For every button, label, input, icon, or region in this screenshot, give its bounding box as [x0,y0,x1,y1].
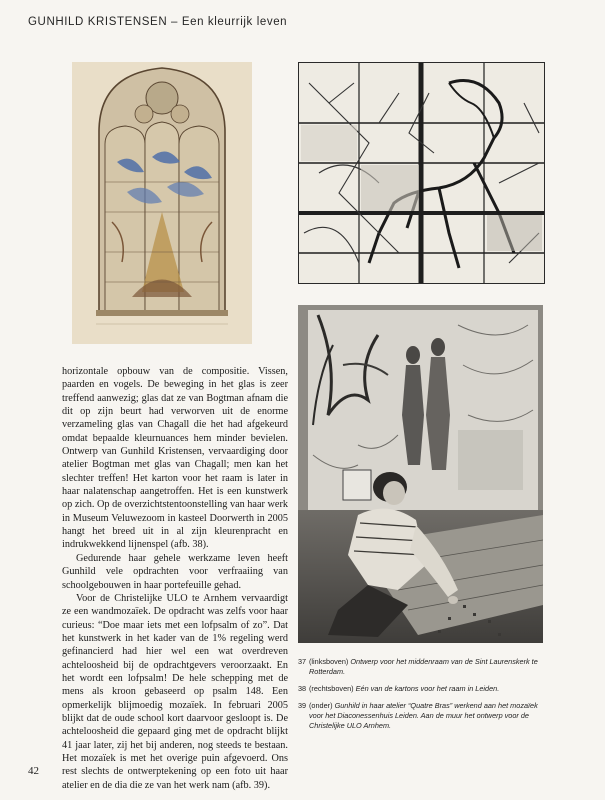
paragraph: Gedurende haar gehele werkzame leven heeft Gunhild vele opdrachten voor verfraaiing van schoolgebouwen in haar portefeuille gehad. [62,552,288,591]
page-number: 42 [28,765,39,777]
caption-37 [298,657,546,677]
caption-38 [298,684,546,694]
caption-text: Ontwerp voor het middenraam van de Sint Laurenskerk te Rotterdam. [309,657,538,676]
caption-text: Eén van de kartons voor het raam in Leiden. [355,684,500,693]
caption-text: Gunhild in haar atelier “Quatre Bras” werkend aan het mozaïek voor het Diaconessenhuis Leiden. Aan de muur het ontwerp voor de Christelijke ULO Arnhem. [309,701,538,730]
figure-atelier-photo [298,305,543,643]
paragraph: horizontale opbouw van de compositie. Vissen, paarden en vogels. De beweging in het glas is zeer treffend aanwezig; glas dat ze van Bogtman afnam die dit op zijn beurt had verworven uit de enorme verzameling glas van Chagall die het had afgekeurd omdat bepaalde kleurnuances hem minder bevielen. Ontwerp van Gunhild Kristensen, vervaardiging door atelier Bogtman met glas van Chagall; men kan het slechter treffen! Het karton voor het raam is later in haar nalatenschap aangetroffen. Het is een kunstwerk op zich. Op de overzichtstentoonstelling van haar werk in Museum Veluwezoom in kasteel Doorwerth in 2005 hangt het breed uit in al zijn kleurenpracht en indrukwekkend lijnenspel (afb. 38). [62,366,288,551]
figure-window-design [72,62,252,344]
caption-39 [298,701,546,731]
caption-number: 37 [298,657,307,666]
caption-number: 38 [298,684,307,693]
caption-position: (linksboven) [309,657,349,666]
figure-cartoon-horse [298,62,545,284]
caption-number: 39 [298,701,307,710]
paragraph: Voor de Christelijke ULO te Arnhem vervaardigt ze een wandmozaïek. De opdracht was zelfs voor haar curieus: “Doe maar iets met een lofpsalm of zo”. Dat het kunstwerk in het kader van de 1% regeling werd gefinancierd had hier wel een wat overdreven achteloosheid bij de opdrachtgevers veroorzaakt. En het wordt een lofpsalm! De hele schepping met de mens als kroon gebaseerd op psalm 148. Een opmerkelijk blijmoedig mozaïek. In februari 2005 blijkt dat de oude school kort daarvoor gesloopt is. De achteloosheid die gepaard ging met de opdracht blijkt 41 jaar later, zij het bij anderen, nog steeds te bestaan. Het mozaïek is met het overige puin afgevoerd. Ons rest slechts de ontwerptekening op een foto uit haar atelier en de dia die ze van het werk nam (afb. 39). [62,592,288,791]
caption-position: (onder) [309,701,333,710]
figure-captions [298,657,546,738]
running-header: GUNHILD KRISTENSEN – Een kleurrijk leven [28,16,288,28]
body-text [62,365,288,792]
caption-position: (rechtsboven) [309,684,354,693]
